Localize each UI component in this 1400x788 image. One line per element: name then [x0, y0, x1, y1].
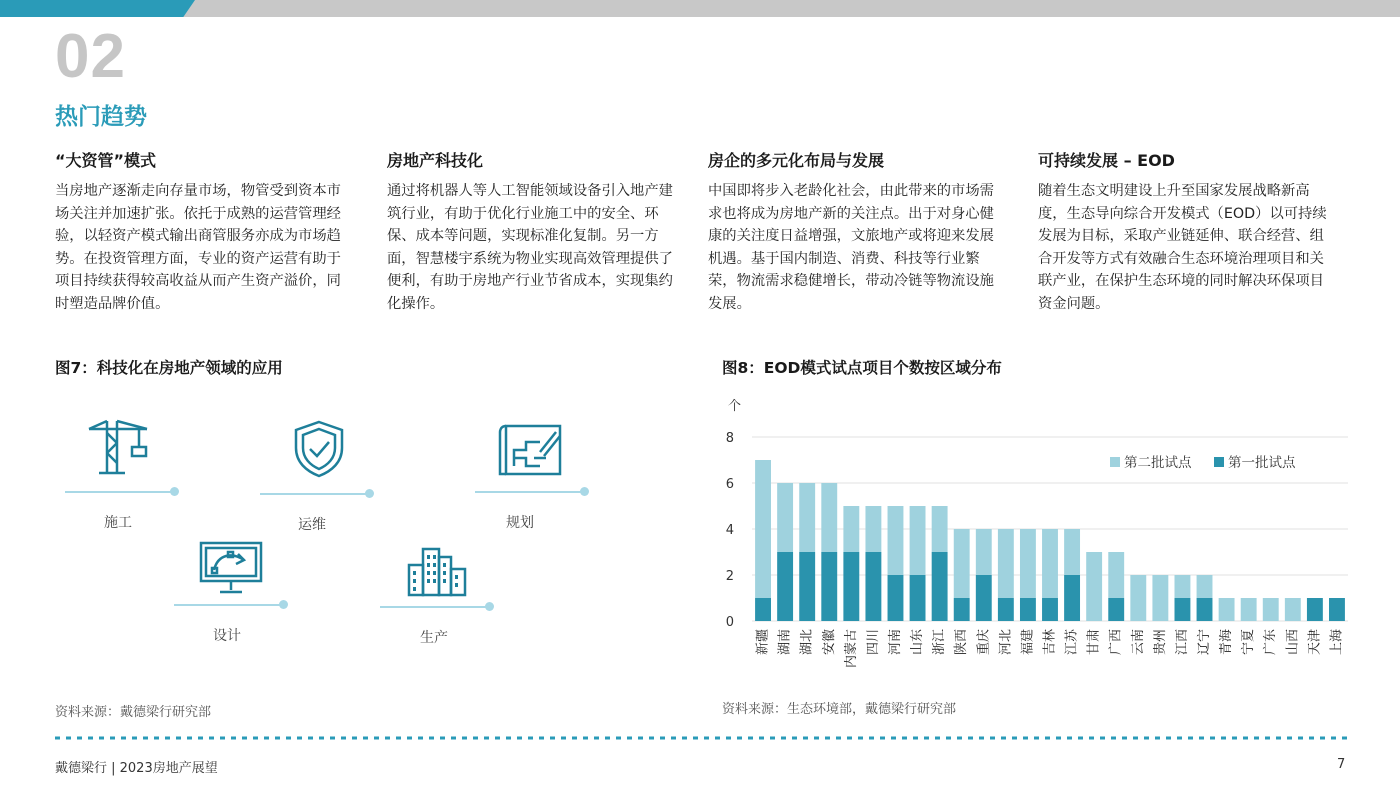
- bar-second-batch: [976, 529, 992, 575]
- monitor-design-icon: [198, 540, 264, 596]
- x-tick-label: 上海: [1329, 629, 1345, 656]
- legend-swatch: [1214, 457, 1224, 467]
- bar-first-batch: [1197, 598, 1213, 621]
- icon-connector-line: [380, 606, 490, 608]
- x-tick-label: 江西: [1174, 629, 1190, 656]
- column-proptech: [387, 150, 687, 315]
- bar-second-batch: [932, 506, 948, 552]
- icon-connector-dot: [279, 600, 288, 609]
- x-tick-label: 湖北: [799, 629, 815, 656]
- icon-label-planning: 规划: [506, 515, 534, 531]
- x-tick-label: 河南: [887, 629, 903, 656]
- bar-second-batch: [1020, 529, 1036, 598]
- x-tick-label: 青海: [1219, 629, 1235, 656]
- divider-dotted-line: [55, 735, 1347, 741]
- buildings-icon: [405, 545, 469, 597]
- top-bar-accent: [0, 0, 195, 17]
- x-tick-label: 陕西: [954, 629, 970, 656]
- bar-second-batch: [998, 529, 1014, 598]
- column-text: 中国即将步入老龄化社会，由此带来的市场需求也将成为房地产新的关注点。出于对身心健康的关注度日益增强，文旅地产或将迎来发展机遇。基于国内制造、消费、科技等行业繁荣，物流需求稳健增长，带动冷链等物流设施发展。: [708, 183, 994, 312]
- y-tick-label: 2: [725, 569, 734, 584]
- bar-second-batch: [1042, 529, 1058, 598]
- bar-second-batch: [799, 483, 815, 552]
- icon-connector-line: [174, 604, 284, 606]
- figure7-source: 资料来源：戴德梁行研究部: [55, 705, 212, 720]
- icon-connector-line: [475, 491, 585, 493]
- bar-second-batch: [777, 483, 793, 552]
- column-title: 房企的多元化布局与发展: [708, 151, 885, 170]
- legend-label: 第二批试点: [1124, 455, 1192, 471]
- legend-swatch: [1110, 457, 1120, 467]
- bar-first-batch: [976, 575, 992, 621]
- bar-first-batch: [777, 552, 793, 621]
- bar-second-batch: [821, 483, 837, 552]
- bar-first-batch: [954, 598, 970, 621]
- x-tick-label: 重庆: [976, 629, 992, 656]
- x-tick-label: 贵州: [1152, 629, 1168, 656]
- bar-first-batch: [1020, 598, 1036, 621]
- bar-second-batch: [1285, 598, 1301, 621]
- x-tick-label: 四川: [865, 629, 881, 656]
- x-tick-label: 河北: [998, 629, 1014, 656]
- icon-connector-dot: [170, 487, 179, 496]
- column-eod: [1038, 150, 1338, 315]
- bar-second-batch: [755, 460, 771, 598]
- bar-first-batch: [755, 598, 771, 621]
- bar-first-batch: [1174, 598, 1190, 621]
- x-tick-label: 浙江: [932, 629, 948, 656]
- y-tick-label: 8: [725, 431, 734, 446]
- x-tick-label: 内蒙古: [843, 629, 859, 669]
- bar-first-batch: [910, 575, 926, 621]
- column-text: 当房地产逐渐走向存量市场，物管受到资本市场关注并加速扩张。依托于成熟的运营管理经验，以轻资产模式输出商管服务亦成为市场趋势。在投资管理方面，专业的资产运营有助于项目持续获得较高收益从而产生资产溢价，同时塑造品牌价值。: [55, 183, 341, 312]
- bar-first-batch: [821, 552, 837, 621]
- x-tick-label: 辽宁: [1197, 629, 1213, 656]
- y-tick-label: 0: [725, 615, 734, 630]
- bar-second-batch: [1130, 575, 1146, 621]
- bar-first-batch: [843, 552, 859, 621]
- bar-first-batch: [1307, 598, 1323, 621]
- icon-connector-dot: [485, 602, 494, 611]
- eod-bar-chart: [700, 380, 1360, 690]
- x-tick-label: 天津: [1307, 629, 1323, 656]
- x-tick-label: 广东: [1263, 629, 1279, 656]
- figure7-title: 图7：科技化在房地产领域的应用: [55, 359, 283, 377]
- top-bar: [0, 0, 1400, 17]
- bar-second-batch: [1241, 598, 1257, 621]
- bar-first-batch: [1042, 598, 1058, 621]
- icon-label-design: 设计: [213, 628, 241, 644]
- x-tick-label: 湖南: [777, 629, 793, 656]
- y-tick-label: 4: [725, 523, 734, 538]
- bar-first-batch: [932, 552, 948, 621]
- bar-second-batch: [843, 506, 859, 552]
- x-tick-label: 广西: [1108, 629, 1124, 656]
- bar-second-batch: [1152, 575, 1168, 621]
- x-tick-label: 安徽: [821, 629, 837, 656]
- bar-second-batch: [888, 506, 904, 575]
- figure8-source: 资料来源：生态环境部，戴德梁行研究部: [722, 702, 957, 717]
- bar-first-batch: [799, 552, 815, 621]
- x-tick-label: 新疆: [755, 629, 771, 656]
- crane-icon: [85, 415, 155, 477]
- y-tick-label: 6: [725, 477, 734, 492]
- x-tick-label: 宁夏: [1241, 629, 1257, 656]
- column-title: “大资管”模式: [55, 151, 157, 170]
- section-number: 02: [55, 22, 126, 91]
- icon-label-operation: 运维: [298, 517, 326, 533]
- figure8-title: 图8：EOD模式试点项目个数按区域分布: [722, 359, 1002, 377]
- bar-second-batch: [1263, 598, 1279, 621]
- icon-label-production: 生产: [420, 630, 448, 646]
- bar-first-batch: [1108, 598, 1124, 621]
- bar-second-batch: [1108, 552, 1124, 598]
- x-tick-label: 福建: [1020, 629, 1036, 656]
- column-text: 通过将机器人等人工智能领域设备引入地产建筑行业，有助于优化行业施工中的安全、环保、成本等问题，实现标准化复制。另一方面，智慧楼宇系统为物业实现高效管理提供了便利，有助于房地产行业节省成本，实现集约化操作。: [387, 183, 673, 312]
- bar-first-batch: [865, 552, 881, 621]
- bar-first-batch: [1064, 575, 1080, 621]
- bar-first-batch: [888, 575, 904, 621]
- x-tick-label: 山东: [910, 629, 926, 656]
- icon-connector-dot: [580, 487, 589, 496]
- x-tick-label: 甘肃: [1086, 629, 1102, 656]
- column-big-asset-management: [55, 150, 355, 315]
- bar-second-batch: [910, 506, 926, 575]
- icon-label-construction: 施工: [104, 515, 132, 531]
- x-tick-label: 云南: [1130, 629, 1146, 656]
- column-diversification: [708, 150, 1008, 315]
- bar-second-batch: [1174, 575, 1190, 598]
- column-title: 可持续发展 – EOD: [1038, 151, 1175, 170]
- section-title: 热门趋势: [55, 104, 147, 130]
- bar-second-batch: [1219, 598, 1235, 621]
- bar-first-batch: [1329, 598, 1345, 621]
- icon-connector-line: [65, 491, 175, 493]
- column-text: 随着生态文明建设上升至国家发展战略新高度，生态导向综合开发模式（EOD）以可持续发展为目标，采取产业链延伸、联合经营、组合开发等方式有效融合生态环境治理项目和关联产业，在保护生态环境的同时解决环保项目资金问题。: [1038, 183, 1327, 312]
- column-title: 房地产科技化: [387, 151, 484, 170]
- page-number: 7: [1337, 757, 1346, 772]
- legend-label: 第一批试点: [1228, 455, 1296, 471]
- x-tick-label: 吉林: [1042, 629, 1058, 656]
- bar-second-batch: [1086, 552, 1102, 621]
- bar-second-batch: [1064, 529, 1080, 575]
- blueprint-icon: [496, 418, 566, 480]
- footer-text: 戴德梁行 | 2023房地产展望: [55, 761, 218, 776]
- bar-second-batch: [1197, 575, 1213, 598]
- bar-first-batch: [998, 598, 1014, 621]
- icon-connector-dot: [365, 489, 374, 498]
- bar-second-batch: [865, 506, 881, 552]
- x-tick-label: 山西: [1285, 629, 1301, 656]
- x-tick-label: 江苏: [1064, 629, 1080, 656]
- y-axis-unit-label: 个: [728, 399, 742, 414]
- shield-check-icon: [290, 418, 348, 480]
- icon-connector-line: [260, 493, 370, 495]
- bar-second-batch: [954, 529, 970, 598]
